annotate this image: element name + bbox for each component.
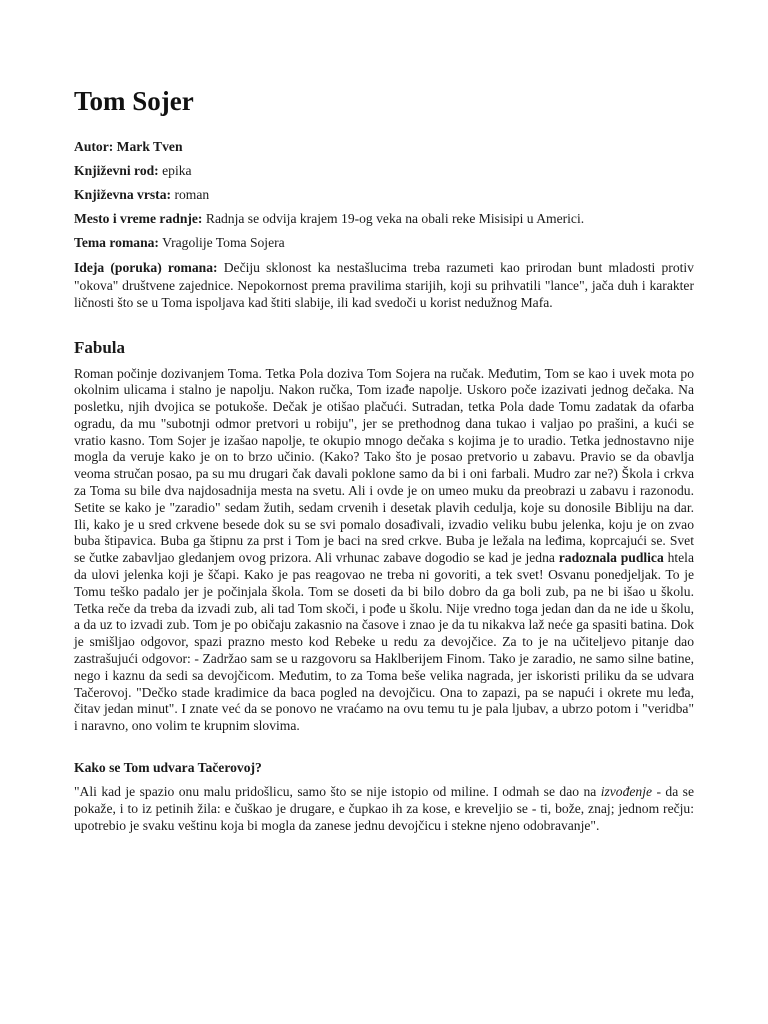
setting-line [74,210,694,227]
fabula-text-part1: Roman počinje dozivanjem Toma. Tetka Pola doziva Tom Sojera na ručak. Međutim, Tom se kao i uvek mota po okolnim ulicama i stalno je napolju. Nakon ručka, Tom izađe napolje. Uskoro poče izazivati jednog dečaka. Na posletku, njih dvojica se potukoše. Dečak je otišao plačući. Sutradan, tetka Pola dade Tomu zadatak da ofarba ogradu, da mu "subotnji odmor pretvori u robiju", jer se prethodnog dana tukao i valjao po prašini, a kući se vratio kasno. Tom Sojer je izašao napolje, te okupio mnogo dečaka s kojima je to uradio. Tetka jednostavno nije mogla da veruje kako je on to brzo učinio. (Kako? Tako što je posao pretvorio u zabavu. Pravio se da obavlja veoma stručan posao, pa su mu drugari čak davali poklone samo da bi i oni farbali. Mudro zar ne?) Škola i crkva za Toma su bile dva najdosadnija mesta na svetu. Ali i ovde je on umeo muku da preobrazi u zabavu i razonodu. Setite se kako je "zaradio" sedam žutih, sedam crvenih i desetak plavih cedulja, koje su donosile Bibliju na dar. Ili, kako je u sred crkvene besede dok su se svi pomalo dosađivali, izvadio veliku bubu jelenka, koju je on zvao buba štipavica. Buba ga štipnu za prst i Tom je baci na sred crkve. Buba je ležala na leđima, koprcajući se. Svet se čutke zabavljao gledanjem ovog prizora. Ali vrhunac zabave dogodio se kad je jedna [74,365,694,566]
quote-italic: izvođenje [600,784,653,800]
page-title: Tom Sojer [74,86,194,116]
quote-part2: - da se pokaže, i to iz petinih žila: e čuškao je drugare, e čupkao ih za kose, e kreveljio se - ti, bože, znaj; jednom rečju: upotrebio je svaku veštinu koja bi mogla da zanese jednu devojčicu i stekne njeno odobravanje". [74,784,694,833]
kind-line [74,186,694,203]
idea-line [74,259,694,312]
idea-label: Ideja (poruka) romana: [74,260,218,275]
fabula-heading: Fabula [74,337,126,357]
document-content [74,84,694,834]
fabula-text-bold: radoznala pudlica [558,550,664,566]
kind-value: roman [174,187,210,202]
author-line [74,138,694,155]
kind-label: Književna vrsta: [74,187,172,202]
udvaranje-quote [74,784,694,834]
author-value: Mark Tven [116,139,183,154]
theme-label: Tema romana: [74,235,159,250]
udvaranje-heading: Kako se Tom udvara Tačerovoj? [74,760,262,776]
setting-label: Mesto i vreme radnje: [74,211,203,226]
quote-part1: "Ali kad je spazio onu malu pridošlicu, samo što se nije istopio od miline. I odmah se dao na [74,784,597,800]
fabula-text-part2: htela da ulovi jelenka koji je ščapi. Kako je pas reagovao ne treba ni govoriti, a tek svet! Osvanu ponedjeljak. To je Tomu teško padalo jer je počinjala škola. Tom se doseti da bi bilo dobro da ga boli zub, pa ne bi išao u školu. Tetka reče da treba da izvadi zub, ali tad Tom skoči, i pođe u školu. Nije vredno toga jedan dan da ne ide u školu, a da uz to izvadi zub. Tom je po običaju zakasnio na časove i znao je da tu nikakva laž neće ga spasiti batina. Dok je smišljao odgovor, spazi prazno mesto kod Rebeke u redu za devojčice. Za to je na učiteljevo pitanje dao zastrašujući odgovor: - Zadržao sam se u razgovoru sa Haklberijem Finom. Tako je zaradio, ne samo silne batine, nego i kaznu da sedi sa devojčicom. Međutim, to za Toma beše velika nagrada, jer iskoristi priliku da se udvara Tačerovoj. "Dečko stade kradimice da baca pogled na devojčicu. Ona to zapazi, pa se napući i okrete mu leđa, čitav jedan minut". I znate već da se ponovo ne vraćamo na ovu temu tu je pala ljubav, a ubrzo potom i "veridba" i naravno, ono volim te krupnim slovima. [74,550,694,734]
genre-value: epika [162,163,192,178]
idea-value: Dečiju sklonost ka nestašlucima treba razumeti kao prirodan bunt mladosti protiv "okova" društvene zajednice. Nepokornost prema pravilima starijih, koji su prihvatili "lance", jača duh i karakter ličnosti što se u Toma ispoljava kad štiti slabije, ili kad svedoči u korist nedužnog Mafa. [74,260,694,310]
genre-label: Književni rod: [74,163,159,178]
theme-line [74,234,694,251]
setting-value: Radnja se odvija krajem 19-og veka na obali reke Misisipi u Americi. [205,211,585,226]
author-label: Autor: [74,139,114,154]
fabula-paragraph [74,366,694,736]
theme-value: Vragolije Toma Sojera [162,235,285,250]
genre-line [74,162,694,179]
